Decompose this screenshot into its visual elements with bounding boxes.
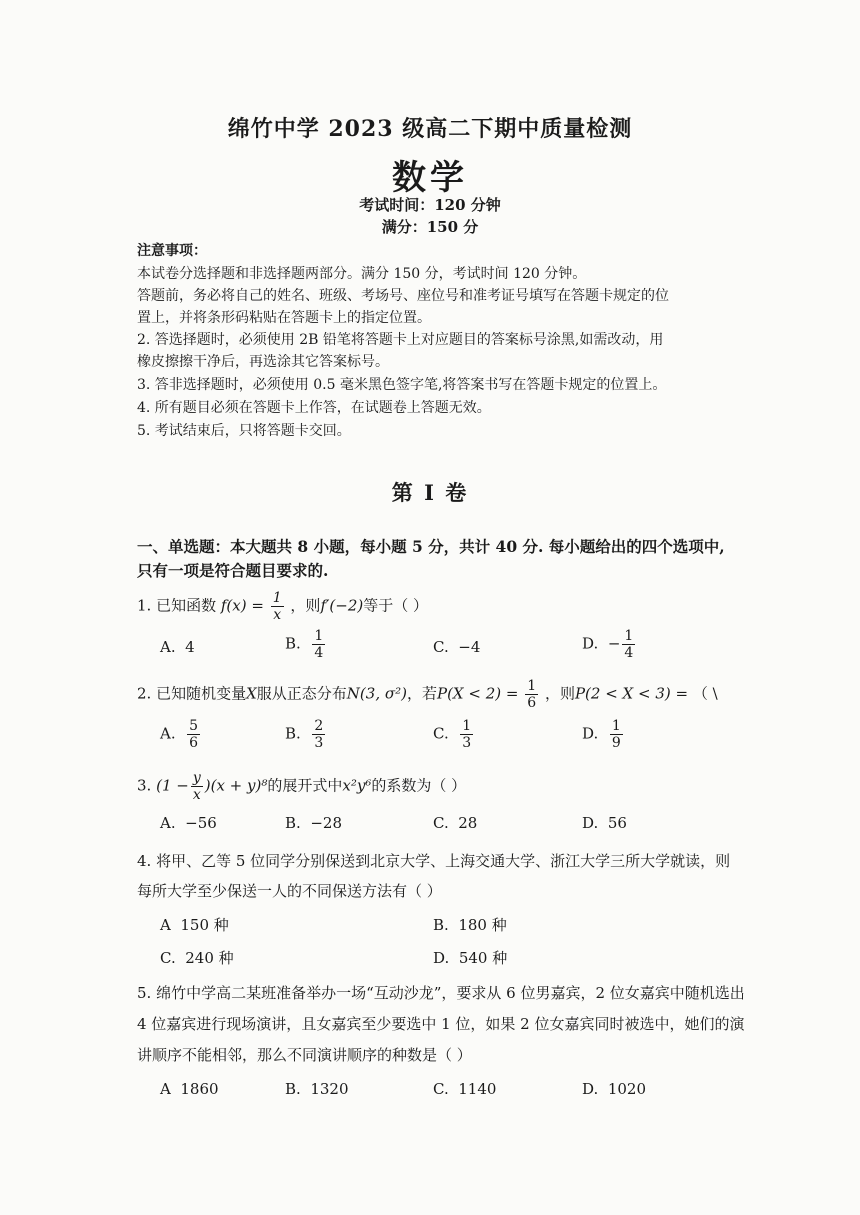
q5-option-a: A 1860 — [160, 1080, 219, 1098]
notice-line: 4. 所有题目必须在答题卡上作答，在试题卷上答题无效。 — [137, 400, 491, 416]
q5-option-b: B. 1320 — [285, 1080, 349, 1098]
q3-option-b: B. −28 — [285, 814, 342, 832]
exam-title: 绵竹中学 2023 级高二下期中质量检测 — [227, 116, 633, 142]
question-5: 5. 绵竹中学高二某班准备举办一场“互动沙龙”，要求从 6 位男嘉宾，2 位女嘉宾中随机选出 — [137, 984, 745, 1002]
q4-option-c: C. 240 种 — [160, 949, 234, 967]
question-5-cont: 讲顺序不能相邻，那么不同演讲顺序的种数是（ ） — [137, 1046, 472, 1064]
q1-option-b: B. $\frac{1}{4}$ — [285, 628, 324, 661]
q5-option-d: D. 1020 — [582, 1080, 646, 1098]
notice-line: 5. 考试结束后，只将答题卡交回。 — [137, 423, 351, 439]
q4-option-d: D. 540 种 — [433, 949, 508, 967]
notice-line: 3. 答非选择题时，必须使用 0.5 毫米黑色签字笔,将答案书写在答题卡规定的位置上。 — [137, 377, 667, 393]
notice-line: 橡皮擦擦干净后，再选涂其它答案标号。 — [137, 354, 389, 370]
question-5-cont: 4 位嘉宾进行现场演讲，且女嘉宾至少要选中 1 位，如果 2 位女嘉宾同时被选中，她们的演 — [137, 1015, 745, 1033]
q5-option-c: C. 1140 — [433, 1080, 497, 1098]
question-3: 3. (1 − $\frac{y}{x}$ )(x + y)⁸的展开式中x²y⁶的系数为（ ） — [137, 770, 467, 803]
notice-line: 本试卷分选择题和非选择题两部分。满分 150 分，考试时间 120 分钟。 — [137, 266, 587, 282]
q3-option-c: C. 28 — [433, 814, 478, 832]
q3-option-d: D. 56 — [582, 814, 627, 832]
question-2: 2. 已知随机变量X服从正态分布N(3, σ²)，若P(X < 2) = $\frac{1}{6}$ ，则P(2 < X < 3) = （ \ — [137, 678, 718, 711]
notice-line: 2. 答选择题时，必须使用 2B 铅笔将答题卡上对应题目的答案标号涂黑,如需改动，用 — [137, 332, 664, 348]
full-score: 满分：150 分 — [381, 218, 479, 236]
q2-option-d: D. $\frac{1}{9}$ — [582, 718, 621, 751]
volume-heading: 第 I 卷 — [391, 480, 469, 505]
section-heading: 一、单选题：本大题共 8 小题，每小题 5 分，共计 40 分. 每小题给出的四个选项中, — [137, 537, 725, 556]
q3-option-a: A. −56 — [160, 814, 217, 832]
exam-time: 考试时间：120 分钟 — [359, 196, 501, 214]
question-4: 4. 将甲、乙等 5 位同学分别保送到北京大学、上海交通大学、浙江大学三所大学就读，则 — [137, 852, 731, 870]
fraction: $\frac{1}{x}$ — [272, 590, 282, 623]
notice-line: 置上，并将条形码粘贴在答题卡上的指定位置。 — [137, 310, 431, 326]
section-heading-cont: 只有一项是符合题目要求的. — [137, 561, 329, 580]
q4-option-a: A 150 种 — [160, 916, 229, 934]
notice-heading: 注意事项： — [137, 243, 207, 259]
question-4-cont: 每所大学至少保送一人的不同保送方法有（ ） — [137, 882, 442, 900]
q4-option-b: B. 180 种 — [433, 916, 507, 934]
q1-option-d: D. − $\frac{1}{4}$ — [582, 628, 634, 661]
notice-line: 答题前，务必将自己的姓名、班级、考场号、座位号和准考证号填写在答题卡规定的位 — [137, 288, 669, 304]
q2-option-c: C. $\frac{1}{3}$ — [433, 718, 472, 751]
question-1: 1. 已知函数 f(x) = $\frac{1}{x}$ ，则f′(−2)等于（ ） — [137, 590, 428, 623]
q2-option-a: A. $\frac{5}{6}$ — [160, 718, 199, 751]
subject-title: 数学 — [392, 158, 468, 198]
q1-option-c: C. −4 — [433, 638, 481, 656]
q2-option-b: B. $\frac{2}{3}$ — [285, 718, 324, 751]
q1-option-a: A. 4 — [160, 638, 195, 656]
